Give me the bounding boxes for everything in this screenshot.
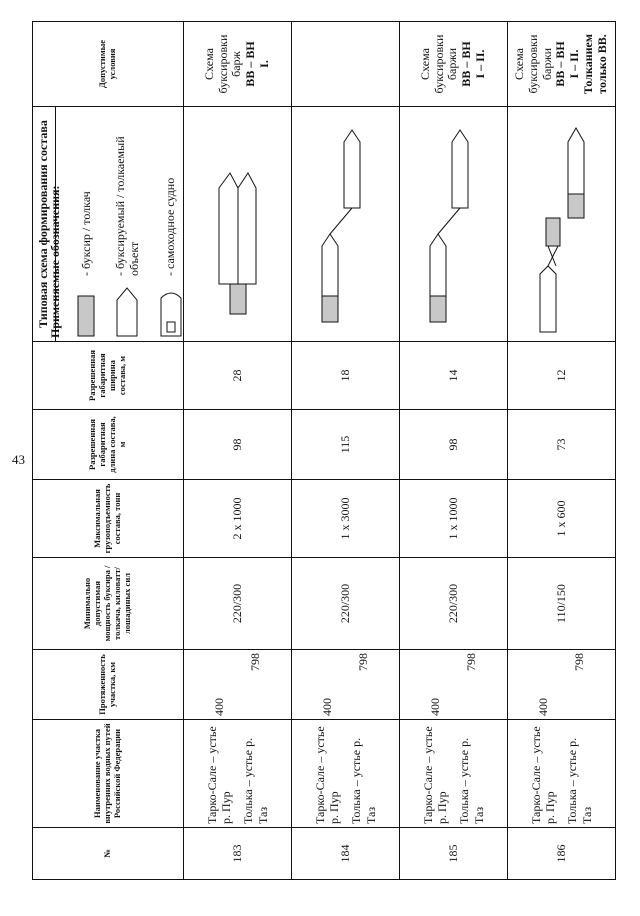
legend-label-towed: - буксируемый / толкаемый объект (113, 136, 142, 276)
scheme-diagram (410, 110, 496, 338)
cell-cargo: 1 х 3000 (291, 480, 399, 558)
scheme-diagram (302, 110, 388, 338)
segment-a: Тарко-Сале – устье р. Пур (528, 726, 557, 824)
cell-power: 220/300 (183, 558, 291, 650)
header-conditions: Допустимые условия (33, 22, 184, 107)
condition-bold-line: I – II. (567, 49, 582, 79)
cell-scheme (291, 107, 399, 342)
cell-num: 184 (291, 828, 399, 880)
table-row (291, 22, 399, 880)
cell-num: 185 (399, 828, 507, 880)
condition-bold-line: ВВ – ВН (243, 41, 258, 87)
segment-a: Тарко-Сале – устье р. Пур (312, 726, 341, 824)
cell-length (507, 650, 615, 720)
legend-label-vessel: - самоходное судно (163, 177, 178, 276)
page-number: 43 (12, 452, 25, 467)
table-row (183, 22, 291, 880)
length-b: 798 (356, 653, 371, 671)
cell-cargo: 2 х 1000 (183, 480, 291, 558)
cell-allowed-width: 14 (399, 342, 507, 410)
cell-num: 186 (507, 828, 615, 880)
length-a: 400 (211, 698, 226, 716)
cell-allowed-length: 98 (183, 410, 291, 480)
length-a: 400 (535, 698, 550, 716)
header-allowed-width: Разрешенная габаритная ширина состава, м (33, 342, 184, 410)
header-length: Протяженность участка, км (33, 650, 184, 720)
length-a: 400 (319, 698, 334, 716)
rotated-table-wrapper (32, 22, 614, 880)
header-num: № (33, 828, 184, 880)
legend-label-tug: - буксир / толкач (79, 191, 94, 276)
cell-num: 183 (183, 828, 291, 880)
tug-pusher-icon (76, 286, 96, 338)
length-b: 798 (572, 653, 587, 671)
cell-length (399, 650, 507, 720)
length-a: 400 (427, 698, 442, 716)
condition-line: Схема буксировки (417, 34, 446, 94)
segment-b: Толька – устье р. Таз (565, 737, 594, 824)
cell-name (507, 720, 615, 828)
cell-scheme (507, 107, 615, 342)
condition-line: баржи (539, 47, 554, 81)
cell-allowed-width: 28 (183, 342, 291, 410)
cell-cargo: 1 х 1000 (399, 480, 507, 558)
cell-power: 220/300 (291, 558, 399, 650)
condition-bold-line: ВВ – ВН (459, 41, 474, 87)
condition-line: баржи (445, 47, 460, 81)
condition-bold-line: ВВ – ВН (553, 41, 568, 87)
legend-title: Применяемые обозначения: (47, 185, 62, 338)
header-power: Минимально допустимая мощность буксира / толкача, киловатт/лошадиных сил (33, 558, 184, 650)
condition-line: Схема буксировки (512, 34, 540, 94)
scheme-diagram (518, 110, 604, 338)
table-row (507, 22, 615, 880)
cell-name (183, 720, 291, 828)
cell-conditions (399, 22, 507, 107)
cell-power: 110/150 (507, 558, 615, 650)
cell-allowed-length: 98 (399, 410, 507, 480)
cell-length (291, 650, 399, 720)
cell-length (183, 650, 291, 720)
table-row (399, 22, 507, 880)
cell-allowed-length: 115 (291, 410, 399, 480)
condition-line: Схема буксировки барж (201, 34, 244, 94)
cell-conditions (291, 22, 399, 107)
cell-conditions (183, 22, 291, 107)
self-propelled-vessel-icon (159, 286, 183, 338)
cell-name (399, 720, 507, 828)
condition-tail: Толканием только ВВ. (580, 33, 609, 95)
header-name: Наименование участка внутренних водных путей Российской Федерации (33, 720, 184, 828)
cell-conditions (507, 22, 615, 107)
cell-allowed-length: 73 (507, 410, 615, 480)
condition-bold-line: I – II. (472, 49, 487, 79)
segment-a: Тарко-Сале – устье р. Пур (204, 726, 233, 824)
legend-cell (47, 107, 183, 342)
towed-object-icon (115, 286, 139, 338)
convoy-table (32, 21, 616, 880)
cell-scheme (183, 107, 291, 342)
cell-name (291, 720, 399, 828)
cell-allowed-width: 12 (507, 342, 615, 410)
legend-item-towed (113, 110, 142, 338)
legend-item-tug (76, 110, 96, 338)
segment-b: Толька – устье р. Таз (241, 737, 270, 824)
segment-b: Толька – устье р. Таз (457, 737, 486, 824)
length-b: 798 (248, 653, 263, 671)
cell-allowed-width: 18 (291, 342, 399, 410)
header-cargo: Максимальная грузоподъемность состава, тонн (33, 480, 184, 558)
legend-item-vessel (159, 110, 183, 338)
cell-scheme (399, 107, 507, 342)
cell-power: 220/300 (399, 558, 507, 650)
segment-b: Толька – устье р. Таз (349, 737, 378, 824)
segment-a: Тарко-Сале – устье р. Пур (420, 726, 449, 824)
cell-cargo: 1 х 600 (507, 480, 615, 558)
header-allowed-length: Разрешенная габаритная длина состава, м (33, 410, 184, 480)
condition-bold-line: I. (256, 60, 271, 68)
scheme-diagram (194, 110, 280, 338)
length-b: 798 (464, 653, 479, 671)
header-scheme: Типовая схема формирования состава (33, 107, 56, 342)
